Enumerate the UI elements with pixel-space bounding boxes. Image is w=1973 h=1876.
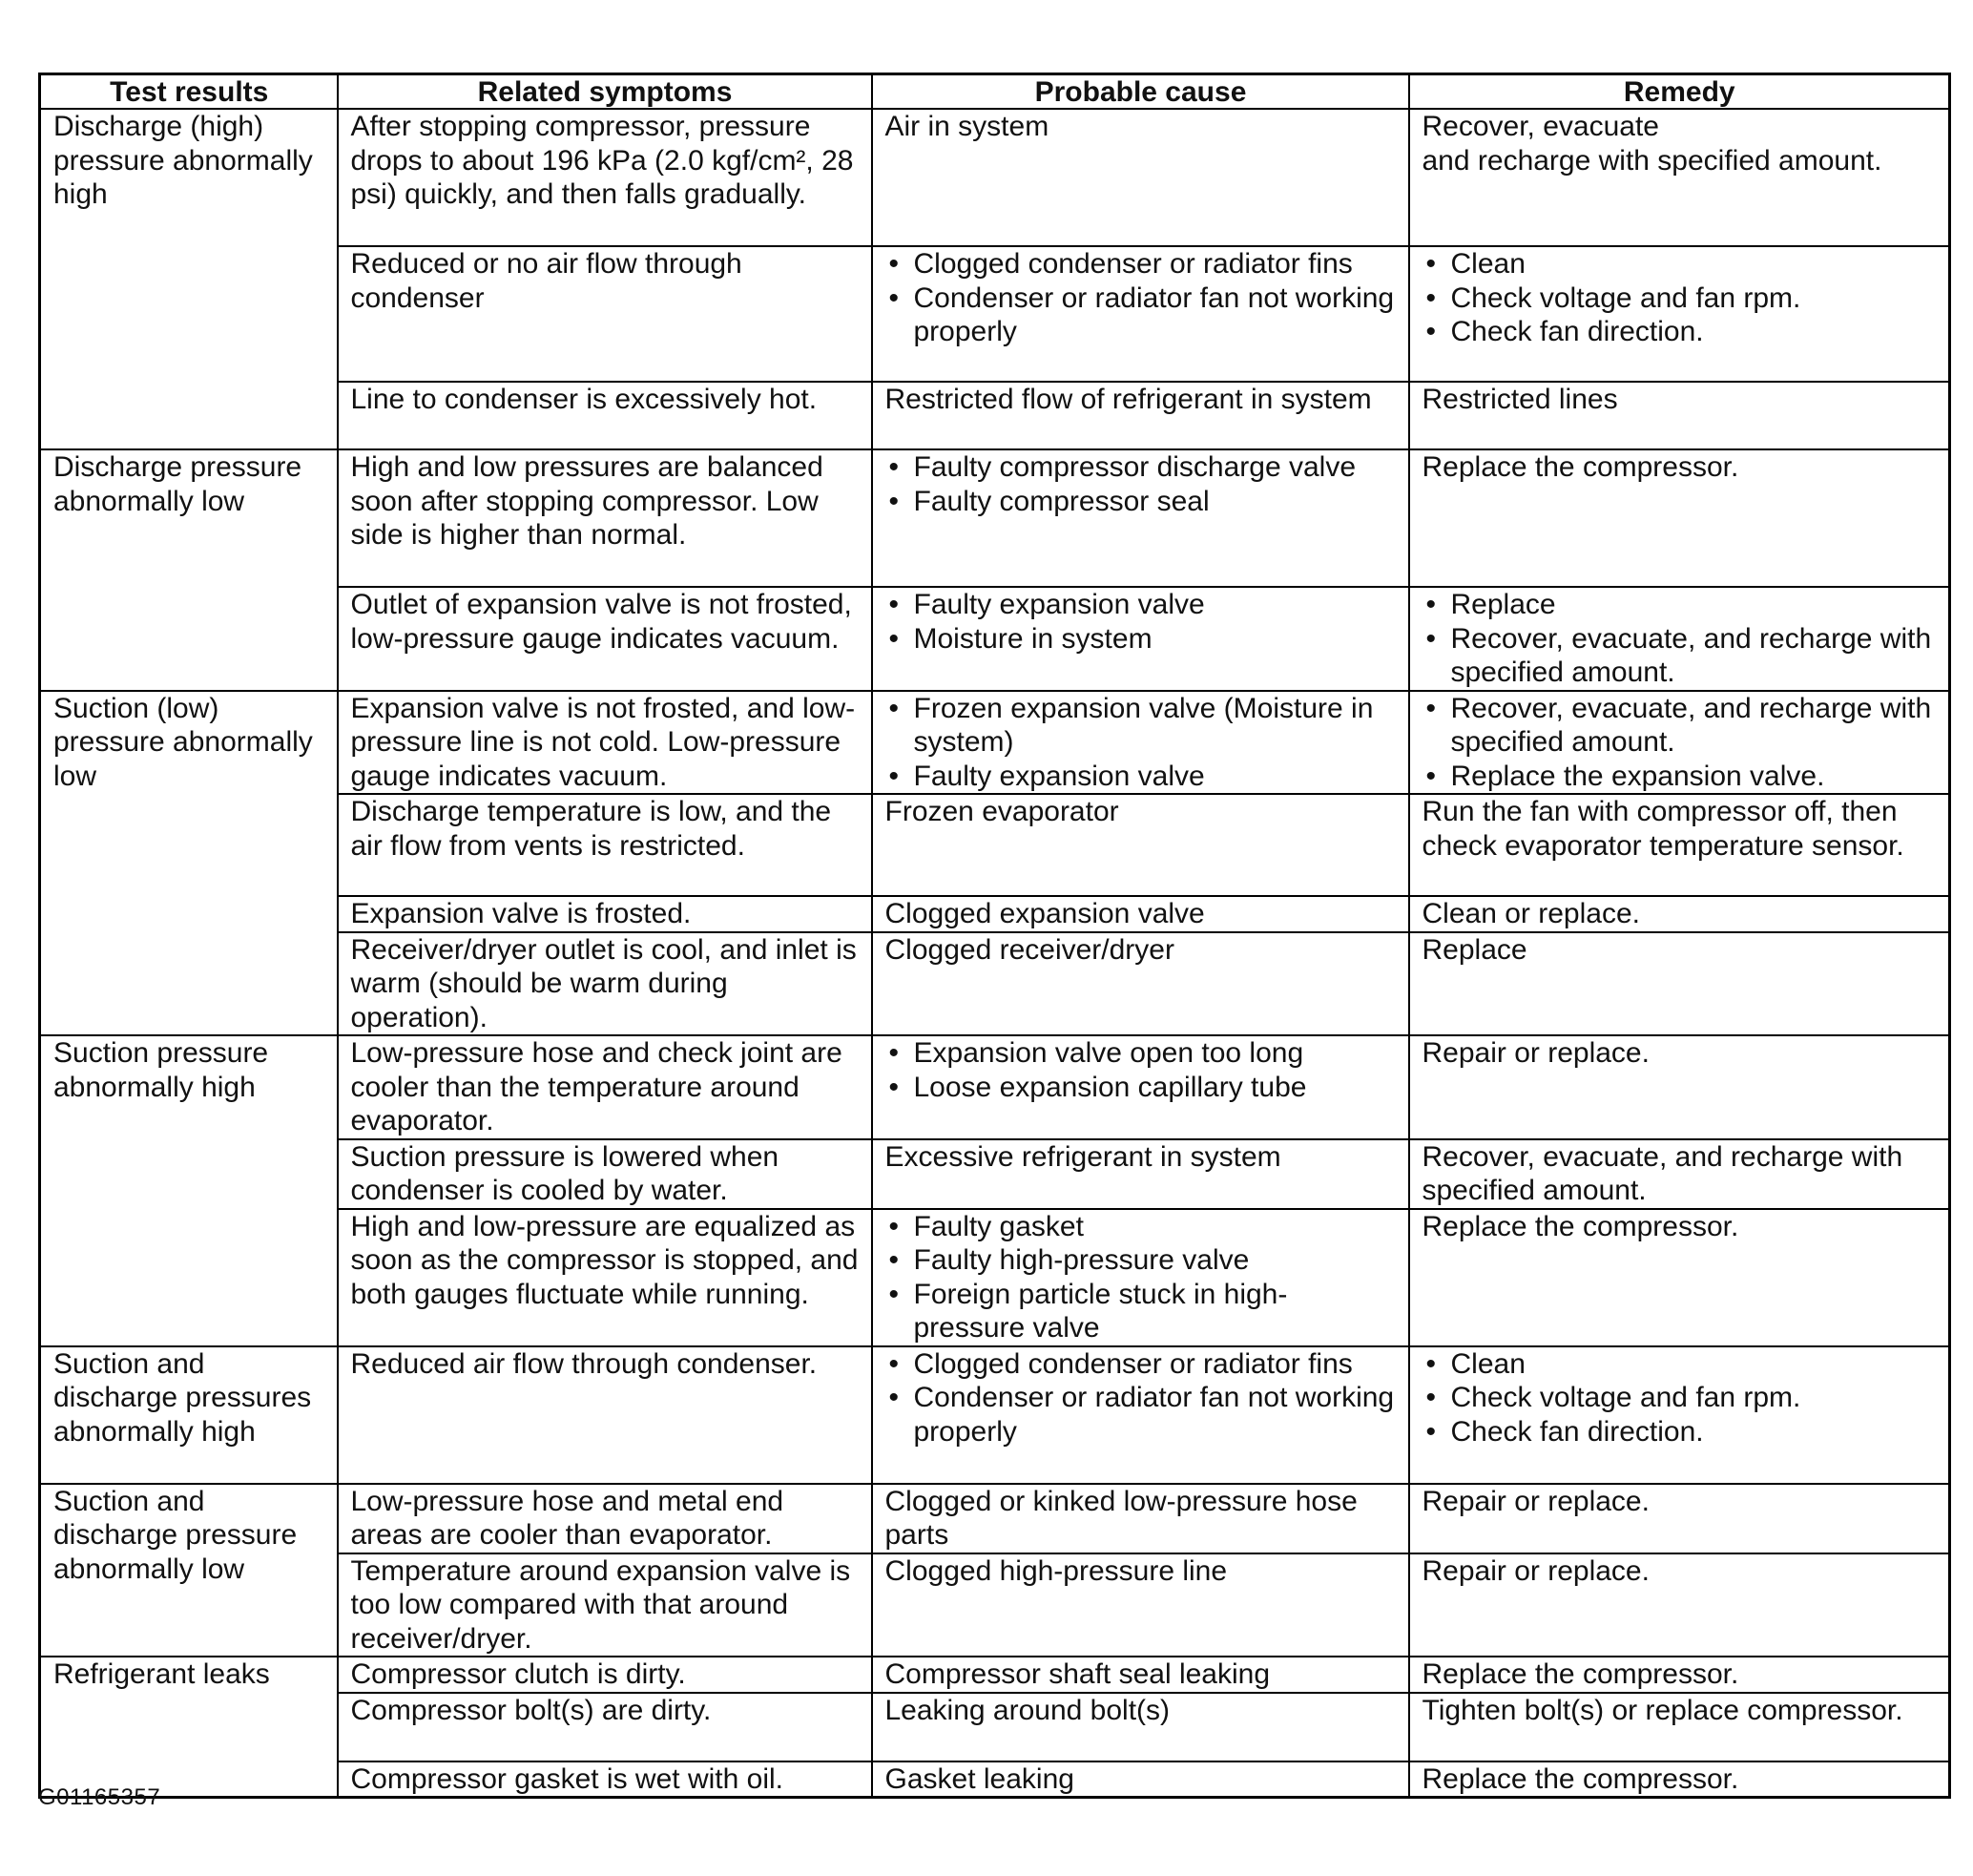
- test-result-cell: [40, 691, 338, 1036]
- cause-cell: [872, 1484, 1409, 1553]
- symptom-cell: [338, 1693, 872, 1761]
- cell-text: Replace the compressor.: [1422, 451, 1739, 483]
- remedy-cell: [1409, 1553, 1950, 1657]
- cause-cell: [872, 382, 1409, 449]
- cell-text: Gasket leaking: [884, 1762, 1074, 1795]
- cell-text: Repair or replace.: [1422, 1037, 1650, 1069]
- remedy-cell: [1409, 896, 1950, 932]
- bullet-item: • Faulty expansion valve: [885, 760, 1397, 794]
- bullet-list: [885, 1210, 1397, 1345]
- cell-text: Clogged high-pressure line: [884, 1554, 1228, 1587]
- troubleshooting-table: [38, 73, 1951, 1799]
- bullet-item: • Recover, evacuate, and recharge with specified amount.: [1423, 692, 1938, 760]
- symptom-cell: [338, 691, 872, 795]
- cause-cell: [872, 1657, 1409, 1693]
- cell-text: Repair or replace.: [1422, 1485, 1650, 1517]
- bullet-item: • Loose expansion capillary tube: [885, 1071, 1397, 1105]
- table-row: [40, 449, 1950, 587]
- bullet-item: • Check voltage and fan rpm.: [1423, 281, 1938, 316]
- remedy-cell: [1409, 382, 1950, 449]
- bullet-item: • Condenser or radiator fan not working properly: [885, 281, 1397, 349]
- cell-text: Refrigerant leaks: [53, 1658, 270, 1690]
- remedy-cell: [1409, 691, 1950, 795]
- bullet-item: • Replace the expansion valve.: [1423, 760, 1938, 794]
- cell-text: Suction (low) pressure abnormally low: [53, 692, 313, 792]
- test-result-cell: [40, 109, 338, 449]
- cause-cell: [872, 1035, 1409, 1139]
- symptom-cell: [338, 382, 872, 449]
- cell-text: Excessive refrigerant in system: [884, 1140, 1281, 1173]
- cell-text: Line to condenser is excessively hot.: [350, 384, 818, 415]
- test-result-cell: [40, 449, 338, 691]
- cell-text: Receiver/dryer outlet is cool, and inlet is warm (should be warm during operation).: [350, 933, 857, 1033]
- remedy-cell: [1409, 794, 1950, 896]
- cell-text: Compressor shaft seal leaking: [884, 1658, 1271, 1690]
- remedy-cell: [1409, 932, 1950, 1036]
- remedy-cell: [1409, 1761, 1950, 1798]
- bullet-list: [1423, 588, 1938, 690]
- bullet-list: [1423, 692, 1938, 794]
- cell-text: Discharge pressure abnormally low: [53, 451, 302, 517]
- symptom-cell: [338, 246, 872, 382]
- cell-text: Discharge (high) pressure abnormally high: [53, 111, 313, 210]
- cause-cell: [872, 932, 1409, 1036]
- symptom-cell: [338, 1139, 872, 1209]
- table-row: [40, 1346, 1950, 1484]
- bullet-item: • Check fan direction.: [1423, 315, 1938, 349]
- remedy-cell: [1409, 1139, 1950, 1209]
- bullet-list: [885, 1347, 1397, 1449]
- cell-text: Leaking around bolt(s): [884, 1694, 1171, 1726]
- symptom-cell: [338, 449, 872, 587]
- cell-text: Suction pressure is lowered when condenser is cooled by water.: [350, 1140, 779, 1206]
- table-row: [40, 1484, 1950, 1553]
- cell-text: High and low-pressure are equalized as soon as the compressor is stopped, and both gauges fluctuate while running.: [350, 1210, 859, 1310]
- cell-text: Suction and discharge pressures abnormally high: [53, 1347, 312, 1448]
- symptom-cell: [338, 794, 872, 896]
- cell-text: Clogged or kinked low-pressure hose parts: [884, 1485, 1358, 1551]
- test-result-cell: [40, 1346, 338, 1484]
- cell-text: Compressor gasket is wet with oil.: [350, 1762, 783, 1795]
- cell-text: Air in system: [884, 111, 1049, 142]
- bullet-item: • Faulty expansion valve: [885, 588, 1397, 622]
- cell-text: Replace: [1422, 933, 1527, 966]
- cause-cell: [872, 246, 1409, 382]
- cell-text: Low-pressure hose and check joint are cooler than the temperature around evaporator.: [350, 1037, 842, 1136]
- remedy-cell: [1409, 1657, 1950, 1693]
- bullet-item: • Faulty compressor discharge valve: [885, 450, 1397, 485]
- bullet-item: • Check fan direction.: [1423, 1415, 1938, 1449]
- table-row: [40, 691, 1950, 795]
- symptom-cell: [338, 1346, 872, 1484]
- cell-text: Compressor clutch is dirty.: [350, 1658, 686, 1690]
- remedy-cell: [1409, 1484, 1950, 1553]
- bullet-item: • Clogged condenser or radiator fins: [885, 247, 1397, 281]
- symptom-cell: [338, 1209, 872, 1346]
- cause-cell: [872, 1693, 1409, 1761]
- symptom-cell: [338, 1761, 872, 1798]
- remedy-cell: [1409, 1693, 1950, 1761]
- cause-cell: [872, 449, 1409, 587]
- bullet-item: • Foreign particle stuck in high-pressure valve: [885, 1278, 1397, 1345]
- cell-text: Suction and discharge pressure abnormally low: [53, 1485, 298, 1585]
- cell-text: Run the fan with compressor off, then check evaporator temperature sensor.: [1422, 796, 1904, 862]
- bullet-list: [885, 247, 1397, 349]
- test-result-cell: [40, 1484, 338, 1657]
- cell-text: Reduced air flow through condenser.: [350, 1347, 818, 1380]
- cause-cell: [872, 109, 1409, 246]
- symptom-cell: [338, 109, 872, 246]
- figure-id: G01165357: [38, 1784, 161, 1810]
- cell-text: Replace the compressor.: [1422, 1658, 1739, 1690]
- remedy-cell: [1409, 1035, 1950, 1139]
- header-remedy: Remedy: [1409, 74, 1950, 110]
- remedy-cell: [1409, 449, 1950, 587]
- bullet-item: • Clogged condenser or radiator fins: [885, 1347, 1397, 1382]
- remedy-cell: [1409, 1346, 1950, 1484]
- header-related-symptoms: Related symptoms: [338, 74, 872, 110]
- cell-text: Temperature around expansion valve is too low compared with that around receiver/dryer.: [350, 1554, 851, 1655]
- cause-cell: [872, 1139, 1409, 1209]
- cell-text: High and low pressures are balanced soon after stopping compressor. Low side is higher than normal.: [350, 451, 823, 551]
- table-body: [40, 109, 1950, 1798]
- remedy-cell: [1409, 109, 1950, 246]
- cell-text: Recover, evacuate, and recharge with specified amount.: [1422, 1140, 1903, 1206]
- symptom-cell: [338, 1553, 872, 1657]
- bullet-item: • Check voltage and fan rpm.: [1423, 1381, 1938, 1415]
- cell-text: Expansion valve is frosted.: [350, 898, 692, 929]
- cell-text: Restricted flow of refrigerant in system: [884, 384, 1372, 415]
- symptom-cell: [338, 932, 872, 1036]
- cause-cell: [872, 1209, 1409, 1346]
- cell-text: Suction pressure abnormally high: [53, 1037, 269, 1103]
- test-result-cell: [40, 1035, 338, 1346]
- cell-text: Clogged expansion valve: [884, 898, 1205, 929]
- bullet-item: • Condenser or radiator fan not working properly: [885, 1381, 1397, 1449]
- bullet-item: • Clean: [1423, 1347, 1938, 1382]
- bullet-list: [885, 1036, 1397, 1104]
- cell-text: After stopping compressor, pressure drops to about 196 kPa (2.0 kgf/cm², 28 psi) quickly, and then falls gradually.: [350, 111, 854, 210]
- test-result-cell: [40, 1657, 338, 1798]
- bullet-item: • Faulty gasket: [885, 1210, 1397, 1244]
- remedy-cell: [1409, 246, 1950, 382]
- remedy-cell: [1409, 1209, 1950, 1346]
- cause-cell: [872, 587, 1409, 691]
- cell-text: Recover, evacuate and recharge with specified amount.: [1422, 111, 1882, 177]
- cause-cell: [872, 1761, 1409, 1798]
- cause-cell: [872, 1346, 1409, 1484]
- cell-text: Replace the compressor.: [1422, 1210, 1739, 1242]
- symptom-cell: [338, 587, 872, 691]
- header-probable-cause: Probable cause: [872, 74, 1409, 110]
- cause-cell: [872, 896, 1409, 932]
- bullet-item: • Replace: [1423, 588, 1938, 622]
- bullet-item: • Recover, evacuate, and recharge with specified amount.: [1423, 622, 1938, 690]
- cause-cell: [872, 691, 1409, 795]
- bullet-list: [885, 692, 1397, 794]
- cell-text: Expansion valve is not frosted, and low-pressure line is not cold. Low-pressure gauge indicates vacuum.: [350, 692, 856, 792]
- bullet-item: • Expansion valve open too long: [885, 1036, 1397, 1071]
- bullet-item: • Moisture in system: [885, 622, 1397, 657]
- cell-text: Compressor bolt(s) are dirty.: [350, 1694, 712, 1726]
- bullet-item: • Clean: [1423, 247, 1938, 281]
- cell-text: Discharge temperature is low, and the air flow from vents is restricted.: [350, 796, 832, 862]
- header-test-results: Test results: [40, 74, 338, 110]
- bullet-item: • Faulty compressor seal: [885, 485, 1397, 519]
- cause-cell: [872, 794, 1409, 896]
- cell-text: Tighten bolt(s) or replace compressor.: [1422, 1694, 1903, 1726]
- cell-text: Repair or replace.: [1422, 1554, 1650, 1587]
- cell-text: Low-pressure hose and metal end areas are cooler than evaporator.: [350, 1485, 784, 1551]
- cell-text: Frozen evaporator: [884, 796, 1119, 827]
- bullet-item: • Faulty high-pressure valve: [885, 1243, 1397, 1278]
- cell-text: Outlet of expansion valve is not frosted, low-pressure gauge indicates vacuum.: [350, 589, 852, 655]
- symptom-cell: [338, 1035, 872, 1139]
- symptom-cell: [338, 1657, 872, 1693]
- table-row: [40, 109, 1950, 246]
- cell-text: Clean or replace.: [1422, 898, 1640, 929]
- bullet-list: [1423, 1347, 1938, 1449]
- cell-text: Reduced or no air flow through condenser: [350, 248, 742, 314]
- cell-text: Replace the compressor.: [1422, 1762, 1739, 1795]
- cell-text: Clogged receiver/dryer: [884, 933, 1174, 966]
- table-header-row: [40, 74, 1950, 110]
- cause-cell: [872, 1553, 1409, 1657]
- bullet-list: [1423, 247, 1938, 349]
- remedy-cell: [1409, 587, 1950, 691]
- table-row: [40, 1035, 1950, 1139]
- symptom-cell: [338, 1484, 872, 1553]
- cell-text: Restricted lines: [1422, 384, 1618, 415]
- table-row: [40, 1657, 1950, 1693]
- bullet-list: [885, 450, 1397, 518]
- symptom-cell: [338, 896, 872, 932]
- bullet-item: • Frozen expansion valve (Moisture in system): [885, 692, 1397, 760]
- bullet-list: [885, 588, 1397, 656]
